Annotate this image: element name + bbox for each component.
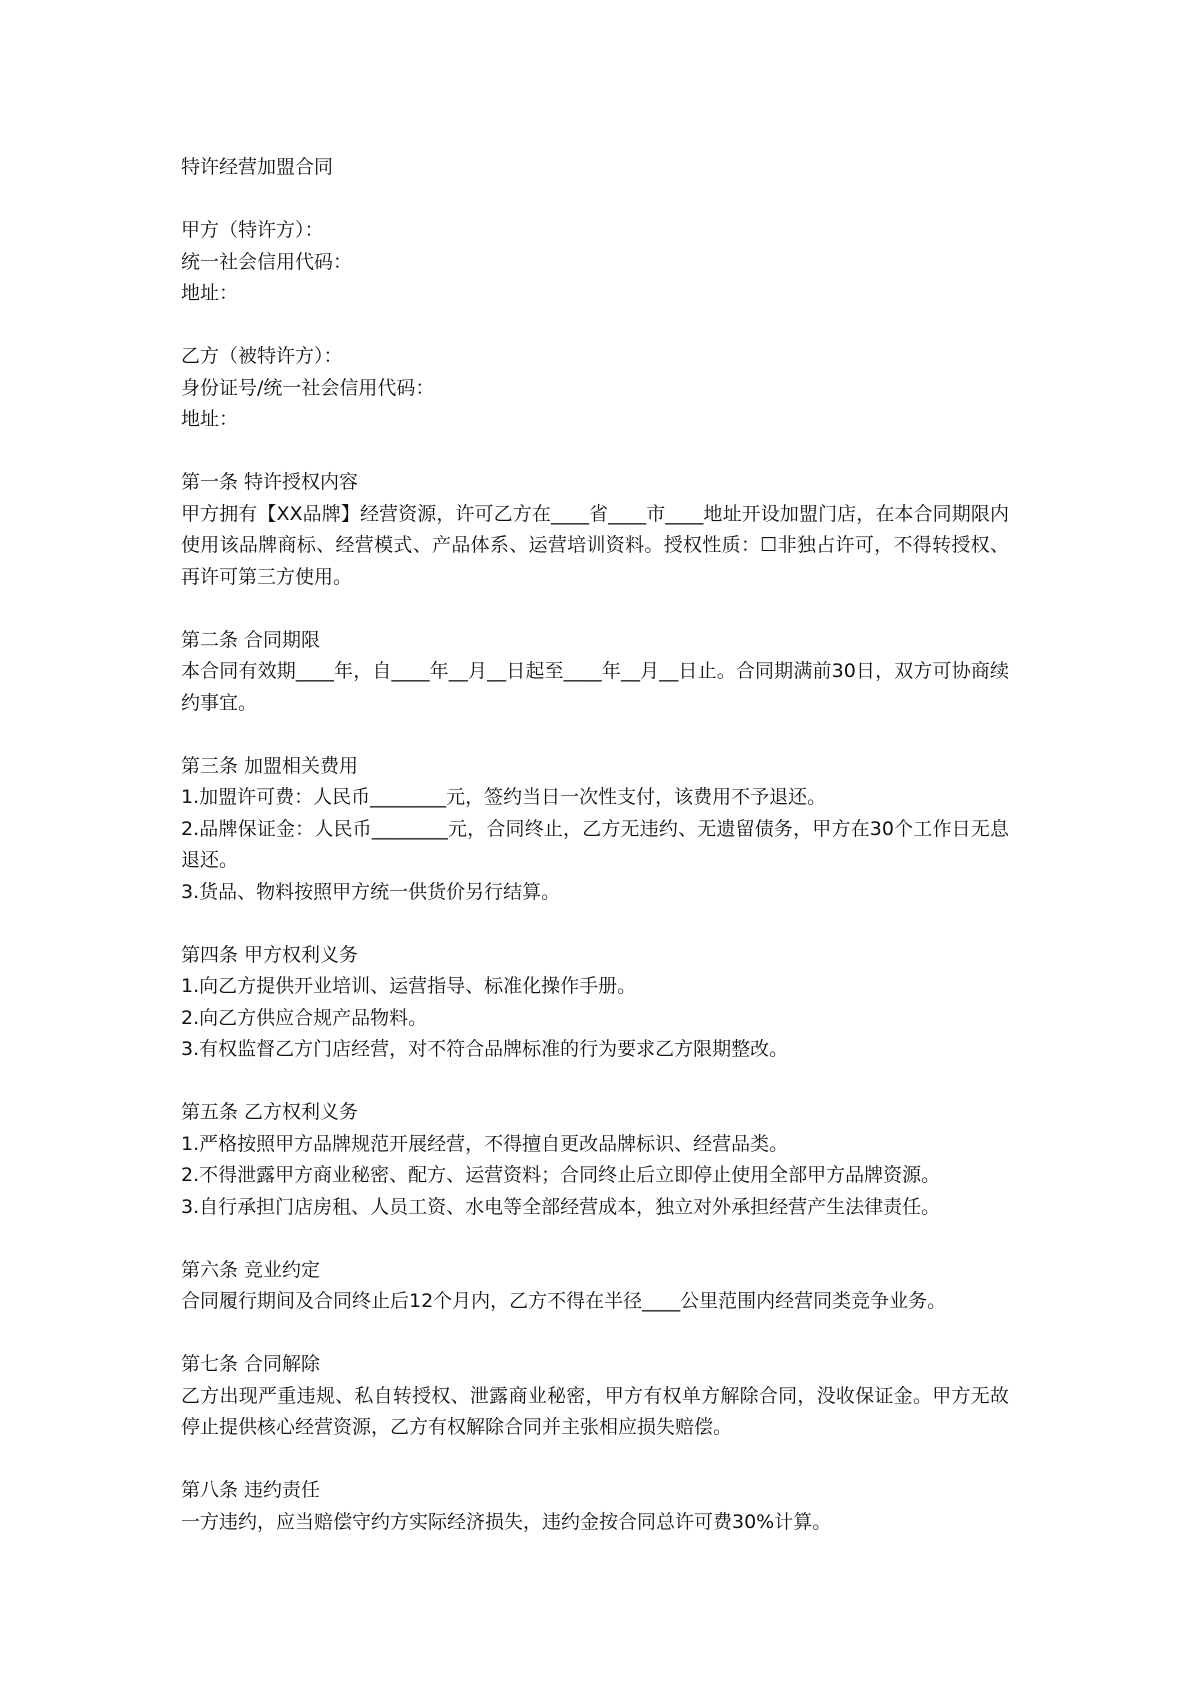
article-clause: 2.品牌保证金：人民币________元，合同终止，乙方无违约、无遗留债务，甲方在30个工作日无息退还。 (181, 817, 1009, 871)
party-a-credit-code: 统一社会信用代码： (181, 250, 353, 273)
article-4 (181, 940, 1021, 1066)
article-5 (181, 1097, 1021, 1223)
article-clause: 1.向乙方提供开业培训、运营指导、标准化操作手册。 (181, 975, 637, 997)
spacer (181, 1444, 1021, 1476)
party-b-heading: 乙方（被特许方）： (181, 345, 343, 367)
article-2 (181, 625, 1021, 720)
article-7 (181, 1349, 1021, 1444)
article-clause: 3.自行承担门店房租、人员工资、水电等全部经营成本，独立对外承担经营产生法律责任。 (181, 1195, 941, 1218)
party-b-section (181, 341, 1021, 436)
article-body: 一方违约，应当赔偿守约方实际经济损失，违约金按合同总许可费30%计算。 (181, 1510, 832, 1533)
article-clause: 2.不得泄露甲方商业秘密、配方、运营资料；合同终止后立即停止使用全部甲方品牌资源。 (181, 1164, 941, 1186)
contract-document (181, 152, 1021, 1538)
article-1 (181, 467, 1021, 593)
article-6 (181, 1255, 1021, 1318)
spacer (181, 1066, 1021, 1098)
spacer (181, 1223, 1021, 1255)
spacer (181, 436, 1021, 468)
spacer (181, 593, 1021, 625)
party-a-heading: 甲方（特许方）： (181, 219, 324, 241)
article-3 (181, 751, 1021, 909)
party-b-id-code: 身份证号/统一社会信用代码： (181, 376, 435, 399)
party-b-address: 地址： (181, 408, 239, 430)
article-body: 本合同有效期____年，自____年__月__日起至____年__月__日止。合同期满前30日，双方可协商续约事宜。 (181, 660, 1009, 714)
article-clause: 1.严格按照甲方品牌规范开展经营，不得擅自更改品牌标识、经营品类。 (181, 1132, 789, 1155)
article-body: 乙方出现严重违规、私自转授权、泄露商业秘密，甲方有权单方解除合同，没收保证金。甲方无故停止提供核心经营资源，乙方有权解除合同并主张相应损失赔偿。 (181, 1384, 1009, 1438)
spacer (181, 184, 1021, 216)
document-title: 特许经营加盟合同 (181, 156, 334, 178)
spacer (181, 1318, 1021, 1350)
article-heading: 第八条 违约责任 (181, 1479, 321, 1501)
article-clause: 2.向乙方供应合规产品物料。 (181, 1006, 428, 1029)
article-heading: 第五条 乙方权利义务 (181, 1101, 359, 1123)
article-heading: 第四条 甲方权利义务 (181, 943, 359, 966)
article-clause: 3.有权监督乙方门店经营，对不符合品牌标准的行为要求乙方限期整改。 (181, 1038, 789, 1060)
article-heading: 第六条 竞业约定 (181, 1258, 321, 1281)
article-heading: 第一条 特许授权内容 (181, 471, 359, 493)
article-body: 合同履行期间及合同终止后12个月内，乙方不得在半径____公里范围内经营同类竞争业务。 (181, 1290, 947, 1312)
party-a-section (181, 215, 1021, 310)
article-body: 甲方拥有【XX品牌】经营资源，许可乙方在____省____市____地址开设加盟门店，在本合同期限内使用该品牌商标、经营模式、产品体系、运营培训资料。授权性质：☐非独占许可，不得转授权、再许可第三方使用。 (181, 502, 1009, 588)
spacer (181, 719, 1021, 751)
article-clause: 1.加盟许可费：人民币________元，签约当日一次性支付，该费用不予退还。 (181, 786, 827, 808)
spacer (181, 908, 1021, 940)
party-a-address: 地址： (181, 282, 239, 304)
spacer (181, 310, 1021, 342)
article-heading: 第三条 加盟相关费用 (181, 754, 359, 777)
article-clause: 3.货品、物料按照甲方统一供货价另行结算。 (181, 880, 561, 903)
article-heading: 第七条 合同解除 (181, 1353, 321, 1375)
article-8 (181, 1475, 1021, 1538)
article-heading: 第二条 合同期限 (181, 628, 321, 651)
